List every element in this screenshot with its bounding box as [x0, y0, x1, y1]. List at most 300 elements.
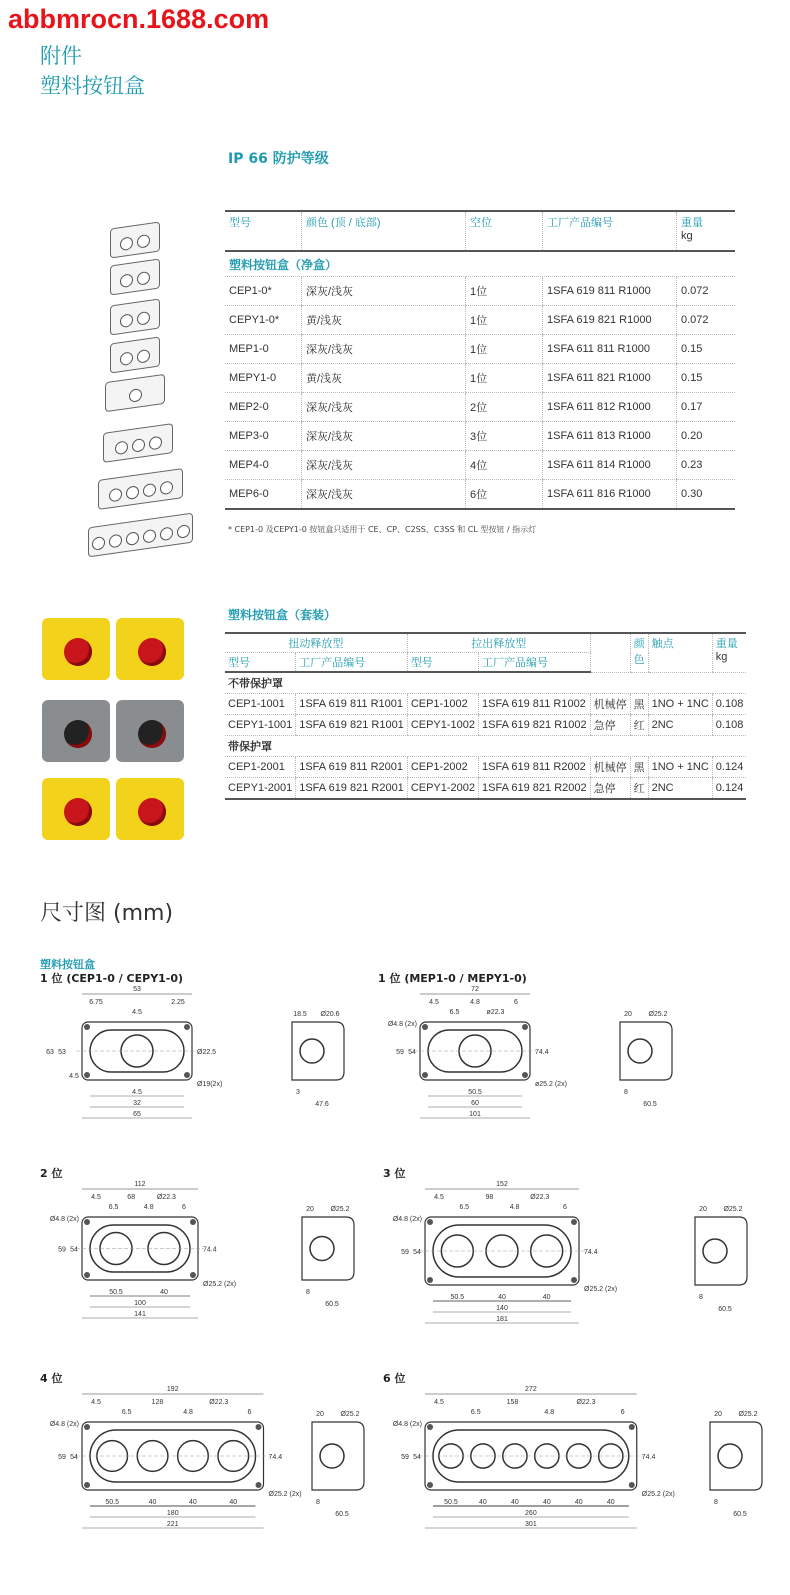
- model-cell: MEP1-0: [225, 335, 302, 364]
- dimension-label: 6: [514, 999, 518, 1006]
- table-cell: 红: [630, 778, 648, 800]
- hole-icon: [137, 271, 150, 286]
- table-cell: 0.124: [712, 778, 746, 800]
- col-product-no-1: 工厂产品编号: [296, 653, 408, 673]
- dimension-label: 6.5: [449, 1009, 460, 1016]
- dimension-drawing: [40, 1370, 370, 1530]
- dimension-label: 54: [408, 1049, 416, 1056]
- dimension-label: 53: [58, 1049, 66, 1056]
- dimension-label: 54: [70, 1454, 78, 1461]
- drawing-svg: [383, 1165, 753, 1325]
- table-cell: 2NC: [648, 778, 712, 800]
- positions-cell: 1位: [466, 277, 543, 306]
- screw-hole-icon: [84, 1482, 90, 1488]
- table-cell: 1SFA 619 811 R1001: [296, 694, 408, 715]
- dimension-label: 40: [479, 1499, 487, 1506]
- dimension-label: 3: [296, 1089, 300, 1096]
- side-hole-icon: [703, 1239, 727, 1263]
- button-kit-image: [116, 700, 184, 762]
- dimension-label: 4.8: [183, 1409, 193, 1416]
- dimension-label: 192: [166, 1386, 179, 1393]
- table-row: [225, 306, 735, 335]
- button-box-image: [98, 468, 183, 510]
- button-kit-image: [116, 618, 184, 680]
- button-hole-icon: [486, 1235, 518, 1267]
- table-row: [225, 694, 746, 715]
- footnote: * CEP1-0 及CEPY1-0 按钮盒只适用于 CE、CP、C2SS、C3SS 和 CL 型按钮 / 指示灯: [228, 525, 537, 534]
- mushroom-button-icon: [138, 638, 166, 666]
- dimension-label: 181: [496, 1316, 508, 1323]
- side-hole-icon: [310, 1237, 334, 1261]
- product-no-cell: 1SFA 619 821 R1000: [543, 306, 677, 335]
- weight-cell: 0.072: [677, 306, 736, 335]
- mushroom-button-icon: [64, 798, 92, 826]
- table-cell: 1SFA 619 821 R1002: [479, 715, 591, 736]
- hole-icon: [160, 527, 173, 542]
- dimension-label: Ø22.3: [156, 1194, 176, 1201]
- hole-icon: [92, 536, 105, 551]
- button-box-image: [105, 374, 165, 412]
- dimension-label: 60.5: [733, 1511, 747, 1518]
- col-weight: [712, 633, 746, 672]
- dimension-label: 2.25: [171, 999, 185, 1006]
- dimension-label: 100: [134, 1300, 146, 1307]
- drawing-label: 6 位: [383, 1372, 406, 1385]
- screw-hole-icon: [522, 1024, 528, 1030]
- drawing-svg: [378, 970, 678, 1120]
- dimension-label: 4.5: [132, 1009, 142, 1016]
- dimension-label: 8: [624, 1089, 628, 1096]
- dimension-label: 54: [413, 1249, 421, 1256]
- color-cell: 深灰/浅灰: [302, 480, 466, 510]
- model-cell: MEPY1-0: [225, 364, 302, 393]
- dimension-label: Ø22.3: [576, 1399, 596, 1406]
- dimension-label: 4.5: [132, 1089, 142, 1096]
- model-cell: MEP3-0: [225, 422, 302, 451]
- table-cell: CEP1-2002: [407, 757, 478, 778]
- table-cell: 0.108: [712, 715, 746, 736]
- dimension-label: 72: [471, 986, 479, 993]
- table-cell: 0.108: [712, 694, 746, 715]
- table-row: [225, 757, 746, 778]
- drawing-label: 1 位 (MEP1-0 / MEPY1-0): [378, 972, 527, 985]
- model-cell: MEP2-0: [225, 393, 302, 422]
- drawing-svg: [40, 1165, 360, 1320]
- table-cell: 1NO + 1NC: [648, 694, 712, 715]
- group-twist-release: 扭动释放型: [225, 633, 407, 653]
- col-model: 型号: [225, 211, 302, 251]
- drawing-label: 3 位: [383, 1167, 406, 1180]
- side-hole-icon: [718, 1444, 742, 1468]
- dimension-label: 4.5: [69, 1073, 79, 1080]
- side-hole-icon: [628, 1039, 652, 1063]
- model-cell: MEP6-0: [225, 480, 302, 510]
- screw-hole-icon: [84, 1024, 90, 1030]
- dimension-label: 63: [46, 1049, 54, 1056]
- screw-hole-icon: [190, 1272, 196, 1278]
- hole-icon: [137, 311, 150, 326]
- group-row: [225, 672, 746, 694]
- table-row: [225, 715, 746, 736]
- table-cell: CEPY1-1001: [225, 715, 296, 736]
- dimension-label: 53: [133, 986, 141, 993]
- product-no-cell: 1SFA 611 811 R1000: [543, 335, 677, 364]
- dimension-label: ø22.3: [486, 1009, 505, 1016]
- screw-hole-icon: [427, 1424, 433, 1430]
- col-color: 颜色: [630, 633, 648, 672]
- button-box-image: [110, 258, 160, 295]
- table-row: [225, 277, 735, 306]
- screw-hole-icon: [256, 1482, 262, 1488]
- weight-cell: 0.17: [677, 393, 736, 422]
- table-cell: 1SFA 619 811 R1002: [479, 694, 591, 715]
- hole-icon: [109, 534, 122, 549]
- dimension-drawing: [383, 1165, 753, 1325]
- hole-icon: [120, 351, 133, 366]
- hole-icon: [143, 483, 156, 498]
- weight-cell: 0.072: [677, 277, 736, 306]
- weight-unit: kg: [681, 230, 693, 242]
- screw-hole-icon: [422, 1024, 428, 1030]
- table-row: [225, 364, 735, 393]
- hole-icon: [149, 436, 162, 451]
- weight-cell: 0.30: [677, 480, 736, 510]
- table-cell: 1SFA 619 811 R2002: [479, 757, 591, 778]
- dimension-label: 6.5: [121, 1409, 132, 1416]
- table-cell: 急停: [590, 778, 630, 800]
- dimension-label: Ø25.2 (2x): [641, 1491, 675, 1498]
- dimension-drawing: [40, 970, 350, 1120]
- hole-icon: [137, 234, 150, 249]
- hole-icon: [115, 440, 128, 455]
- screw-hole-icon: [190, 1219, 196, 1225]
- dimension-drawing: [383, 1370, 768, 1530]
- dimension-label: 65: [133, 1111, 141, 1118]
- dimensions-title: 尺寸图 (mm): [40, 901, 174, 926]
- positions-cell: 1位: [466, 364, 543, 393]
- dimension-label: 6.75: [89, 999, 103, 1006]
- dimension-label: 50.5: [105, 1499, 119, 1506]
- dimension-label: 20: [316, 1411, 324, 1418]
- dimension-label: 40: [189, 1499, 197, 1506]
- table-cell: 机械停: [590, 694, 630, 715]
- dimension-label: 301: [525, 1521, 537, 1528]
- dimension-label: Ø25.2 (2x): [203, 1281, 237, 1288]
- table-cell: CEP1-1002: [407, 694, 478, 715]
- weight-header: 重量: [715, 638, 738, 650]
- model-cell: CEPY1-0*: [225, 306, 302, 335]
- hole-icon: [137, 349, 150, 364]
- table-row: [225, 393, 735, 422]
- dimension-label: 4.5: [429, 999, 439, 1006]
- dimension-label: 40: [160, 1289, 168, 1296]
- dimension-label: 74.4: [535, 1049, 549, 1056]
- dimension-label: 112: [134, 1181, 146, 1188]
- dimension-label: 40: [542, 1294, 551, 1301]
- screw-hole-icon: [427, 1277, 433, 1283]
- table-cell: 1SFA 619 821 R2001: [296, 778, 408, 800]
- drawing-svg: [40, 1370, 370, 1530]
- dimension-label: 74.4: [268, 1454, 283, 1461]
- dimension-label: Ø4.8 (2x): [49, 1421, 79, 1428]
- table-row: [225, 778, 746, 800]
- product-no-cell: 1SFA 619 811 R1000: [543, 277, 677, 306]
- color-cell: 黄/浅灰: [302, 364, 466, 393]
- dimension-label: 128: [151, 1399, 164, 1406]
- dimension-drawing: [378, 970, 678, 1120]
- dimension-label: 4.5: [91, 1399, 101, 1406]
- dimension-label: Ø25.2 (2x): [268, 1491, 302, 1498]
- color-cell: 深灰/浅灰: [302, 335, 466, 364]
- dimension-label: Ø25.2: [648, 1011, 668, 1018]
- side-hole-icon: [320, 1444, 344, 1468]
- table-cell: 机械停: [590, 757, 630, 778]
- table-cell: 1SFA 619 821 R2002: [479, 778, 591, 800]
- dimension-label: 4.8: [143, 1204, 154, 1211]
- table-row: [225, 335, 735, 364]
- button-kit-image: [42, 778, 110, 840]
- dimension-label: 180: [166, 1510, 179, 1517]
- table-cell: CEP1-2001: [225, 757, 296, 778]
- site-watermark: abbmrocn.1688.com: [8, 4, 270, 34]
- product-no-cell: 1SFA 611 812 R1000: [543, 393, 677, 422]
- blank-header: [590, 633, 630, 672]
- dimension-label: 60.5: [335, 1511, 349, 1518]
- dimension-label: Ø22.3: [209, 1399, 229, 1406]
- model-cell: MEP4-0: [225, 451, 302, 480]
- dimension-label: 8: [699, 1294, 703, 1301]
- dimension-label: 4.5: [91, 1194, 101, 1201]
- col-positions: 空位: [466, 211, 543, 251]
- dimension-label: 68: [127, 1194, 136, 1201]
- kit-table-title: 塑料按钮盒（套装）: [228, 608, 337, 622]
- table-cell: CEPY1-2002: [407, 778, 478, 800]
- screw-hole-icon: [256, 1424, 262, 1430]
- drawing-label: 4 位: [40, 1372, 63, 1385]
- color-cell: 深灰/浅灰: [302, 277, 466, 306]
- dimension-label: 74.4: [641, 1454, 656, 1461]
- color-cell: 深灰/浅灰: [302, 451, 466, 480]
- dimension-label: 20: [699, 1206, 707, 1213]
- col-color: 颜色 (顶 / 底部): [302, 211, 466, 251]
- hole-icon: [120, 273, 133, 288]
- hole-icon: [126, 531, 139, 546]
- product-no-cell: 1SFA 611 813 R1000: [543, 422, 677, 451]
- product-no-cell: 1SFA 611 814 R1000: [543, 451, 677, 480]
- hole-icon: [143, 529, 156, 544]
- screw-hole-icon: [84, 1072, 90, 1078]
- dimension-label: 18.5: [293, 1011, 307, 1018]
- dimension-label: 60: [471, 1100, 479, 1107]
- dimensions-subtitle: 塑料按钮盒: [40, 958, 95, 971]
- col-model-1: 型号: [225, 653, 296, 673]
- front-view-inner: [433, 1225, 571, 1277]
- screw-hole-icon: [522, 1072, 528, 1078]
- button-box-image: [110, 336, 160, 373]
- table-row: [225, 422, 735, 451]
- kit-spec-table: [225, 632, 746, 800]
- positions-cell: 6位: [466, 480, 543, 510]
- dimension-label: 8: [316, 1499, 320, 1506]
- button-kit-image: [116, 778, 184, 840]
- button-box-image: [110, 221, 160, 258]
- dimension-label: Ø4.8 (2x): [49, 1216, 79, 1223]
- dimension-drawing: [40, 1165, 360, 1320]
- dimension-label: 98: [485, 1194, 494, 1201]
- button-kit-image: [42, 618, 110, 680]
- dimension-label: 20: [624, 1011, 632, 1018]
- mushroom-button-icon: [64, 720, 92, 748]
- dimension-label: 6.5: [470, 1409, 481, 1416]
- dimension-label: 50.5: [109, 1289, 123, 1296]
- page-title: 塑料按钮盒: [40, 74, 145, 98]
- dimension-label: 59: [58, 1246, 66, 1254]
- dimension-label: 6.5: [459, 1204, 470, 1211]
- positions-cell: 1位: [466, 335, 543, 364]
- dimension-label: Ø19(2x): [197, 1081, 223, 1088]
- group-label: 带保护罩: [225, 736, 746, 757]
- dimension-label: 101: [469, 1111, 481, 1118]
- dimension-label: 50.5: [444, 1499, 458, 1506]
- table-cell: 2NC: [648, 715, 712, 736]
- positions-cell: 3位: [466, 422, 543, 451]
- dimension-label: 20: [306, 1206, 314, 1213]
- dimension-label: 4.8: [470, 999, 480, 1006]
- dimension-label: 4.8: [509, 1204, 520, 1211]
- dimension-label: 50.5: [450, 1294, 465, 1301]
- dimension-label: 4.5: [434, 1399, 444, 1406]
- dimension-label: 74.4: [203, 1246, 217, 1254]
- table-cell: 急停: [590, 715, 630, 736]
- dimension-label: 20: [714, 1411, 722, 1418]
- dimension-label: 8: [714, 1499, 718, 1506]
- col-product-no: 工厂产品编号: [543, 211, 677, 251]
- button-kit-image: [42, 700, 110, 762]
- dimension-label: 40: [606, 1499, 615, 1506]
- ip-rating-heading: IP 66 防护等级: [228, 151, 329, 167]
- screw-hole-icon: [427, 1482, 433, 1488]
- dimension-label: 158: [506, 1399, 519, 1406]
- table-cell: 黑: [630, 694, 648, 715]
- weight-cell: 0.15: [677, 335, 736, 364]
- dimension-label: 6: [247, 1409, 252, 1416]
- category-heading: 附件: [40, 44, 82, 68]
- positions-cell: 2位: [466, 393, 543, 422]
- screw-hole-icon: [84, 1424, 90, 1430]
- dimension-label: 40: [574, 1499, 583, 1506]
- dimension-label: Ø25.2: [723, 1206, 743, 1213]
- dimension-label: 6: [182, 1204, 186, 1211]
- section-label: 塑料按钮盒（净盒）: [225, 251, 735, 277]
- screw-hole-icon: [84, 1219, 90, 1225]
- group-row: [225, 736, 746, 757]
- color-cell: 深灰/浅灰: [302, 422, 466, 451]
- table-cell: 红: [630, 715, 648, 736]
- dimension-label: 140: [496, 1305, 508, 1312]
- screw-hole-icon: [629, 1424, 635, 1430]
- weight-cell: 0.15: [677, 364, 736, 393]
- weight-cell: 0.20: [677, 422, 736, 451]
- dimension-label: 59: [396, 1049, 404, 1056]
- button-box-image: [88, 513, 193, 558]
- dimension-label: 32: [133, 1100, 141, 1107]
- model-cell: CEP1-0*: [225, 277, 302, 306]
- mushroom-button-icon: [138, 720, 166, 748]
- dimension-label: 59: [58, 1454, 66, 1461]
- positions-cell: 1位: [466, 306, 543, 335]
- table-cell: 黑: [630, 757, 648, 778]
- dimension-label: 50.5: [468, 1089, 482, 1096]
- box-spec-table: [225, 210, 735, 510]
- screw-hole-icon: [84, 1272, 90, 1278]
- drawing-svg: [40, 970, 350, 1120]
- screw-hole-icon: [184, 1072, 190, 1078]
- dimension-label: Ø25.2: [340, 1411, 360, 1418]
- color-cell: 黄/浅灰: [302, 306, 466, 335]
- weight-unit: kg: [715, 651, 728, 663]
- button-box-image: [110, 298, 160, 335]
- dimension-label: 54: [70, 1246, 78, 1254]
- table-cell: 0.124: [712, 757, 746, 778]
- screw-hole-icon: [427, 1219, 433, 1225]
- dimension-label: 47.6: [315, 1101, 329, 1108]
- dimension-label: Ø25.2: [738, 1411, 758, 1418]
- dimension-label: Ø22.3: [530, 1194, 550, 1201]
- mushroom-button-icon: [64, 638, 92, 666]
- dimension-label: Ø4.8 (2x): [387, 1021, 417, 1028]
- dimension-label: 272: [525, 1386, 537, 1393]
- mushroom-button-icon: [138, 798, 166, 826]
- dimension-label: 59: [401, 1249, 409, 1256]
- dimension-label: 4.8: [544, 1409, 555, 1416]
- color-cell: 深灰/浅灰: [302, 393, 466, 422]
- dimension-label: Ø4.8 (2x): [392, 1421, 422, 1428]
- dimension-label: 40: [229, 1499, 238, 1506]
- table-row: [225, 480, 735, 510]
- table-row: [225, 451, 735, 480]
- hole-icon: [132, 438, 145, 453]
- col-model-2: 型号: [407, 653, 478, 673]
- hole-icon: [109, 488, 122, 503]
- screw-hole-icon: [184, 1024, 190, 1030]
- button-box-image: [103, 423, 173, 463]
- side-hole-icon: [300, 1039, 324, 1063]
- weight-cell: 0.23: [677, 451, 736, 480]
- dimension-label: 54: [413, 1454, 421, 1461]
- dimension-label: 141: [134, 1311, 146, 1318]
- product-no-cell: 1SFA 611 816 R1000: [543, 480, 677, 510]
- dimension-label: 60.5: [643, 1101, 657, 1108]
- product-no-cell: 1SFA 611 821 R1000: [543, 364, 677, 393]
- table-cell: CEPY1-2001: [225, 778, 296, 800]
- dimension-label: ø25.2 (2x): [535, 1081, 567, 1088]
- hole-icon: [120, 313, 133, 328]
- dimension-label: Ø4.8 (2x): [392, 1216, 422, 1223]
- weight-header: 重量: [681, 217, 703, 229]
- drawing-svg: [383, 1370, 768, 1530]
- hole-icon: [129, 388, 142, 403]
- hole-icon: [126, 485, 139, 500]
- dimension-label: Ø25.2 (2x): [584, 1286, 618, 1293]
- table-cell: 1SFA 619 821 R1001: [296, 715, 408, 736]
- screw-hole-icon: [629, 1482, 635, 1488]
- dimension-label: Ø20.6: [320, 1011, 340, 1018]
- dimension-label: 221: [166, 1521, 179, 1528]
- dimension-label: 260: [525, 1510, 537, 1517]
- group-pull-release: 拉出释放型: [407, 633, 590, 653]
- table-cell: CEPY1-1002: [407, 715, 478, 736]
- dimension-label: 6: [563, 1204, 567, 1211]
